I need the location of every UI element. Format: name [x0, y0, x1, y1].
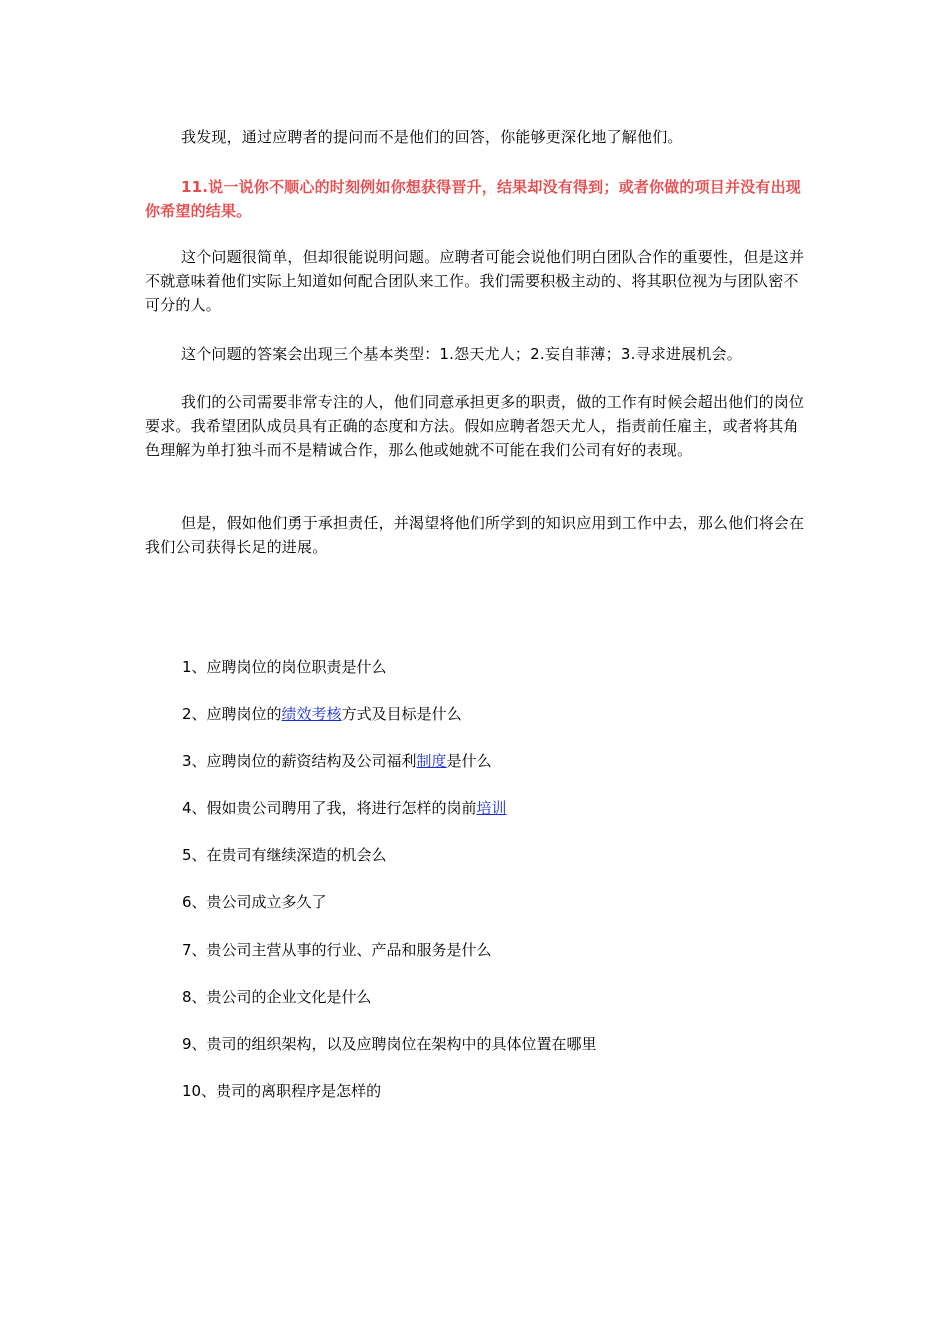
list-item-10: 10、贵司的离职程序是怎样的: [182, 1082, 382, 1100]
list-item-4-prefix: 4、假如贵公司聘用了我，将进行怎样的岗前: [182, 799, 477, 817]
list-item-3-prefix: 3、应聘岗位的薪资结构及公司福利: [182, 752, 417, 770]
list-item-2-prefix: 2、应聘岗位的: [182, 705, 282, 723]
list-item-3: [182, 750, 492, 772]
performance-review-link[interactable]: 绩效考核: [281, 705, 342, 723]
list-item-5: 5、在贵司有继续深造的机会么: [182, 846, 387, 864]
policy-link[interactable]: 制度: [416, 752, 447, 770]
list-item-9: 9、贵司的组织架构，以及应聘岗位在架构中的具体位置在哪里: [182, 1035, 597, 1053]
list-item-2-suffix: 方式及目标是什么: [341, 705, 462, 723]
explanation-paragraph: 这个问题很简单，但却很能说明问题。应聘者可能会说他们明白团队合作的重要性，但是这并不就意味着他们实际上知道如何配合团队来工作。我们需要积极主动的、将其职位视为与团队密不可分的人。: [145, 248, 805, 314]
list-item-4: [182, 797, 507, 819]
conclusion-paragraph: 但是，假如他们勇于承担责任，并渴望将他们所学到的知识应用到工作中去，那么他们将会在我们公司获得长足的进展。: [145, 514, 805, 556]
list-item-8: 8、贵公司的企业文化是什么: [182, 988, 372, 1006]
list-item-7: 7、贵公司主营从事的行业、产品和服务是什么: [182, 941, 492, 959]
list-item-3-suffix: 是什么: [446, 752, 492, 770]
list-item-2: [182, 703, 462, 725]
list-item-1: 1、应聘岗位的岗位职责是什么: [182, 658, 387, 676]
company-needs-paragraph: 我们的公司需要非常专注的人，他们同意承担更多的职责，做的工作有时候会超出他们的岗位要求。我希望团队成员具有正确的态度和方法。假如应聘者怨天尤人，指责前任雇主，或者将其角色理解为单打独斗而不是精诚合作，那么他或她就不可能在我们公司有好的表现。: [145, 393, 805, 459]
training-link[interactable]: 培训: [476, 799, 507, 817]
list-item-6: 6、贵公司成立多久了: [182, 893, 327, 911]
question-11-heading: 11.说一说你不顺心的时刻例如你想获得晋升，结果却没有得到；或者你做的项目并没有出现你希望的结果。: [145, 178, 801, 220]
answer-types-paragraph: 这个问题的答案会出现三个基本类型：1.怨天尤人；2.妄自菲薄；3.寻求进展机会。: [181, 345, 742, 363]
intro-paragraph: 我发现，通过应聘者的提问而不是他们的回答，你能够更深化地了解他们。: [181, 128, 683, 146]
